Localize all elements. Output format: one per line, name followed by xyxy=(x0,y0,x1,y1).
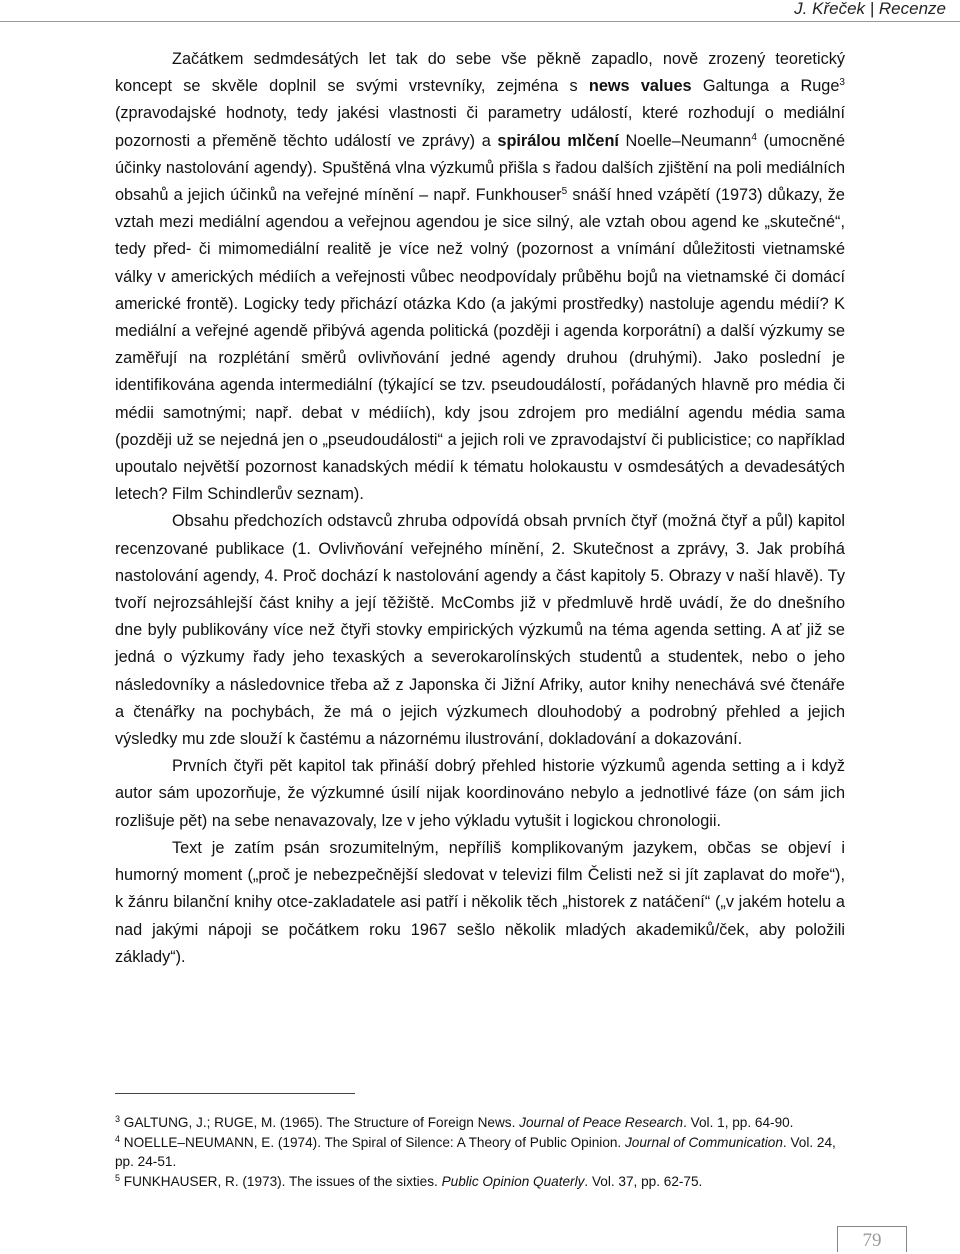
footnote-ref: 5 xyxy=(561,186,568,198)
footnote-5 xyxy=(115,1172,845,1192)
bold-term: spirálou mlčení xyxy=(497,131,619,150)
text-run: snáší hned vzápětí (1973) důkazy, že vztah mezi mediální agendou a veřejnou agendou je sice silný, ale vztah obou agend ke „skutečné“, tedy před- či mimomediální realitě je více než volný (pozornost a vnímání důležitosti vietnamské války v amerických médiích a veřejnosti vůbec neodpovídaly průběhu bojů na vietnamské či domácí americké frontě). Logicky tedy přichází otázka Kdo (a jakými prostředky) nastoluje agendu médií? K mediální a veřejné agendě přibývá agenda politická (později i agenda korporátní) a další výzkumy se zaměřují na rozplétání směrů ovlivňování jedné agendy druhou (druhými). Jako poslední je identifikována agenda intermediální (týkající se tzv. pseudoudálostí, pořádaných hlavně pro média či médii samotnými; např. debat v médiích), kdy jsou zdrojem pro mediální agendu média sama (později už se nejedná jen o „pseudoudálosti“ a jejich roli ve zpravodajství či publicistice; co například upoutalo největší pozornost kanadských médií k tématu holokaustu v osmdesátých a devadesátých letech? Film Schindlerův seznam). xyxy=(115,186,845,504)
paragraph xyxy=(115,508,845,753)
text-run: . Vol. 24, pp. 24-51. xyxy=(115,1134,836,1169)
footnotes xyxy=(115,1113,845,1191)
text-run: (umocněné účinky nastolování agendy). Spuštěná vlna výzkumů přišla s řadou dalších zjištění na poli mediálních obsahů a jejich účinků na veřejné mínění – např. Funkhouser xyxy=(115,131,845,205)
footnote-separator xyxy=(115,1093,355,1094)
text-run: Obsahu předchozích odstavců zhruba odpovídá obsah prvních čtyř (možná čtyř a půl) kapitol recenzované publikace (1. Ovlivňování veřejného mínění, 2. Skutečnost a zprávy, 3. Jak probíhá nastolování agendy, 4. Proč dochází k nastolování agendy a část kapitoly 5. Obrazy v naší hlavě). Ty tvoří nejrozsáhlejší část knihy a její těžiště. McCombs již v předmluvě hrdě uvádí, že do dnešního dne byly publikovány více než čtyři stovky empirických výzkumů na téma agenda setting. A ať již se jedná o výzkumy řady jeho texaských a severokarolínských studentů a studentek, nebo o jeho následovníky a následovnice třeba až z Japonska či Jižní Afriky, autor knihy nenechává své čtenáře a čtenářky na pochybách, že má o jejich výzkumech dlouhodobý a podrobný přehled a jejich výsledky mu zde slouží k častému a názornému ilustrování, dokladování a dokazování. xyxy=(115,512,845,749)
text-run: . Vol. 1, pp. 64-90. xyxy=(683,1115,794,1130)
footnote-ref: 3 xyxy=(839,77,845,89)
journal-title: Journal of Peace Research xyxy=(519,1115,684,1130)
footnote-number: 5 xyxy=(115,1172,121,1183)
page-number-box xyxy=(837,1226,907,1252)
header-rule xyxy=(0,21,960,22)
text-run: (zpravodajské hodnoty, tedy jakési vlastnosti či parametry událostí, které rozhodují o mediální pozornosti a přeměně těchto událostí ve zprávy) a xyxy=(115,104,845,150)
footnote-number: 4 xyxy=(115,1133,121,1144)
bold-term: news values xyxy=(588,77,692,96)
text-run: Noelle–Neumann xyxy=(618,131,752,150)
page-number: 79 xyxy=(862,1230,882,1251)
footnote-number: 3 xyxy=(115,1114,121,1124)
footnote-3 xyxy=(115,1113,845,1133)
text-run: GALTUNG, J.; RUGE, M. (1965). The Structure of Foreign News. xyxy=(120,1115,520,1130)
text-run: Prvních čtyři pět kapitol tak přináší dobrý přehled historie výzkumů agenda setting a i když autor sám upozorňuje, že výzkumné úsilí nijak koordinováno nebylo a jednotlivé fáze (on sám jich rozlišuje pět) na sebe nenavazovaly, lze v jeho výkladu vytušit i logickou chronologii. xyxy=(115,757,845,830)
paragraph xyxy=(115,835,845,971)
text-run: FUNKHAUSER, R. (1973). The issues of the sixties. xyxy=(120,1173,442,1189)
text-run: Galtunga a Ruge xyxy=(691,77,840,96)
text-run: NOELLE–NEUMANN, E. (1974). The Spiral of Silence: A Theory of Public Opinion. xyxy=(120,1134,625,1150)
text-run: Text je zatím psán srozumitelným, nepříliš komplikovaným jazykem, občas se objeví i humorný moment („proč je nebezpečnější sledovat v televizi film Čelisti než si jít zaplavat do moře“), k žánru bilanční knihy otce-zakladatele asi patří i několik těch „historek z natáčení“ („v jakém hotelu a nad jakými nápoji se počátkem roku 1967 sešlo několik mladých akademiků/ček, aby položili základy“). xyxy=(115,838,845,966)
journal-title: Public Opinion Quaterly xyxy=(441,1173,585,1189)
footnote-4 xyxy=(115,1133,845,1172)
paragraph xyxy=(115,753,845,835)
body-text xyxy=(115,46,845,971)
paragraph xyxy=(115,46,845,508)
footnote-ref: 4 xyxy=(751,131,757,143)
page-header xyxy=(0,0,960,22)
running-title: J. Křeček | Recenze xyxy=(794,0,946,18)
text-run: Začátkem sedmdesátých let tak do sebe vše pěkně zapadlo, nově zrozený teoretický koncept se skvěle doplnil se svými vrstevníky, zejména s xyxy=(115,50,845,96)
text-run: . Vol. 37, pp. 62-75. xyxy=(584,1173,703,1189)
journal-title: Journal of Communication xyxy=(625,1134,783,1150)
